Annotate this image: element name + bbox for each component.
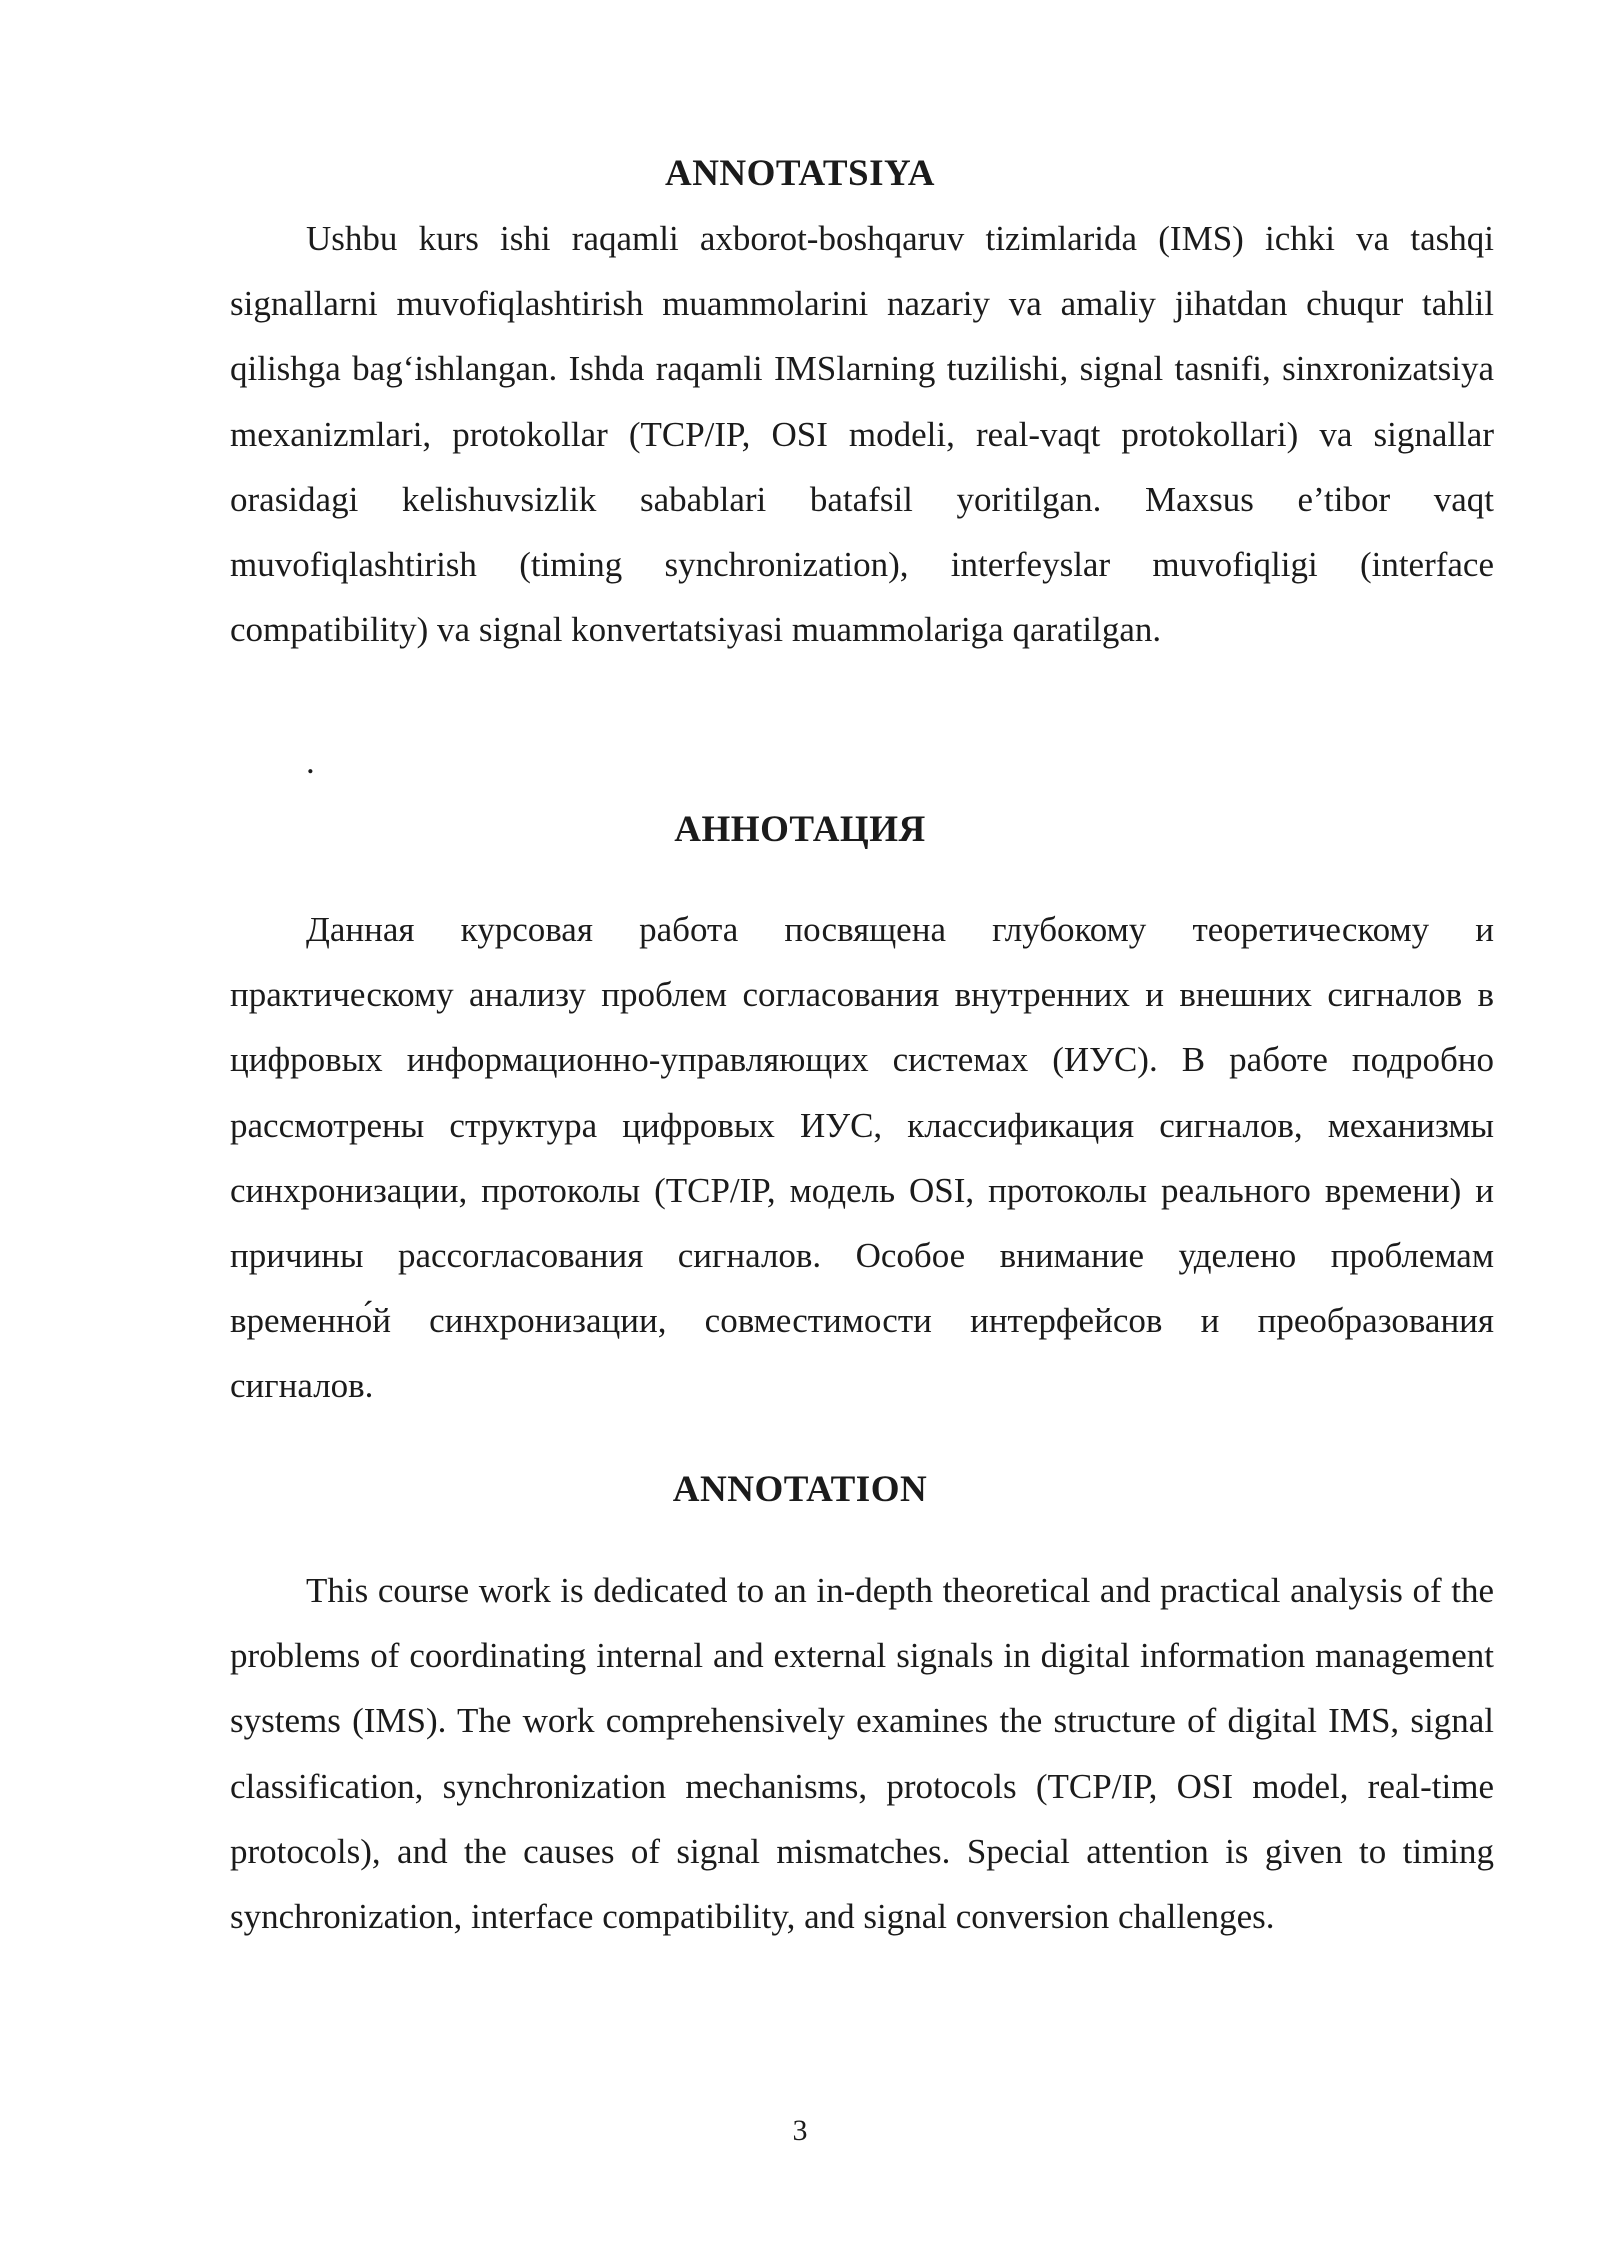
heading-annotatsiya-russian: АННОТАЦИЯ [674, 809, 926, 850]
page-number: 3 [792, 2114, 808, 2147]
paragraph-uzbek: Ushbu kurs ishi raqamli axborot-boshqaruv tizimlarida (IMS) ichki va tashqi signallarni muvofiqlashtirish muammolarini nazariy va amaliy jihatdan chuqur tahlil qilishga bag‘ishlangan. Ishda raqamli IMSlarning tuzilishi, signal tasnifi, sinxronizatsiya mexanizmlari, protokollar (TCP/IP, OSI modeli, real-vaqt protokollari) va signallar orasidagi kelishuvsizlik sabablari batafsil yoritilgan. Maxsus e’tibor vaqt muvofiqlashtirish (timing synchronization), interfeyslar muvofiqligi (interface compatibility) va signal konvertatsiyasi muammolariga qaratilgan. [230, 219, 1494, 650]
paragraph-russian: Данная курсовая работа посвящена глубокому теоретическому и практическому анализу проблем согласования внутренних и внешних сигналов в цифровых информационно-управляющих системах (ИУС). В работе подробно рассмотрены структура цифровых ИУС, классификация сигналов, механизмы синхронизации, протоколы (TCP/IP, модель OSI, протоколы реального времени) и причины рассогласования сигналов. Особое внимание уделено проблемам временно́й синхронизации, совместимости интерфейсов и преобразования сигналов. [230, 910, 1494, 1406]
paragraph-english: This course work is dedicated to an in-depth theoretical and practical analysis of the problems of coordinating internal and external signals in digital information management systems (IMS). The work comprehensively examines the structure of digital IMS, signal classification, synchronization mechanisms, protocols (TCP/IP, OSI model, real-time protocols), and the causes of signal mismatches. Special attention is given to timing synchronization, interface compatibility, and signal conversion challenges. [230, 1571, 1494, 1937]
stray-period: . [306, 742, 315, 781]
heading-annotatsiya: ANNOTATSIYA [664, 153, 936, 194]
heading-annotation: ANNOTATION [672, 1469, 928, 1510]
